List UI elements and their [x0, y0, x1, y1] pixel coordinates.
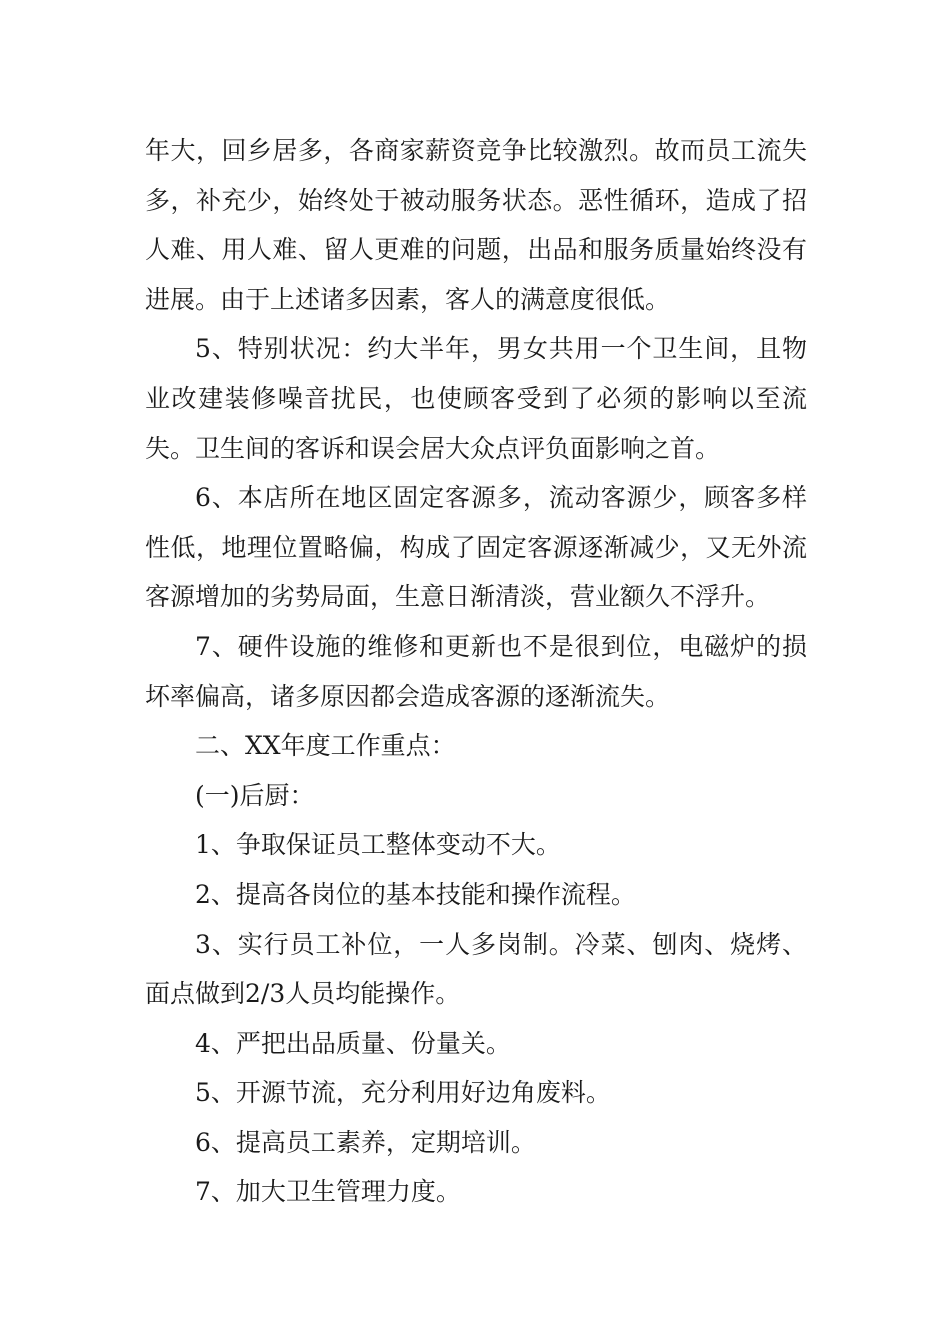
subsection-heading-kitchen: (一)后厨： [195, 780, 315, 810]
paragraph-continuation: 年大，回乡居多，各商家薪资竞争比较激烈。故而员工流失多，补充少，始终处于被动服务状态。恶性循环，造成了招人难、用人难、留人更难的问题，出品和服务质量始终没有进展。由于上述诸多因素，客人的满意度很低。 [145, 136, 807, 314]
document-body [145, 126, 807, 1217]
list-item: 5、开源节流，充分利用好边角废料。 [195, 1078, 611, 1108]
list-item: 7、加大卫生管理力度。 [195, 1177, 461, 1207]
list-item: 6、提高员工素养，定期培训。 [195, 1127, 536, 1157]
paragraph-item-5-special-situation: 5、特别状况：约大半年，男女共用一个卫生间，且物业改建装修噪音扰民，也使顾客受到了必须的影响以至流失。卫生间的客诉和误会居大众点评负面影响之首。 [145, 334, 807, 463]
list-item: 3、实行员工补位，一人多岗制。冷菜、刨肉、烧烤、面点做到2/3人员均能操作。 [145, 929, 807, 1009]
paragraph-item-7-hardware: 7、硬件设施的维修和更新也不是很到位，电磁炉的损坏率偏高，诸多原因都会造成客源的逐渐流失。 [145, 631, 807, 711]
list-item: 1、争取保证员工整体变动不大。 [195, 830, 561, 860]
list-item: 2、提高各岗位的基本技能和操作流程。 [195, 879, 636, 909]
list-item: 4、严把出品质量、份量关。 [195, 1028, 511, 1058]
paragraph-item-6-customer-source: 6、本店所在地区固定客源多，流动客源少，顾客多样性低，地理位置略偏，构成了固定客源逐渐减少，又无外流客源增加的劣势局面，生意日渐清淡，营业额久不浮升。 [145, 483, 807, 612]
section-heading-work-focus: 二、XX年度工作重点： [195, 731, 456, 761]
